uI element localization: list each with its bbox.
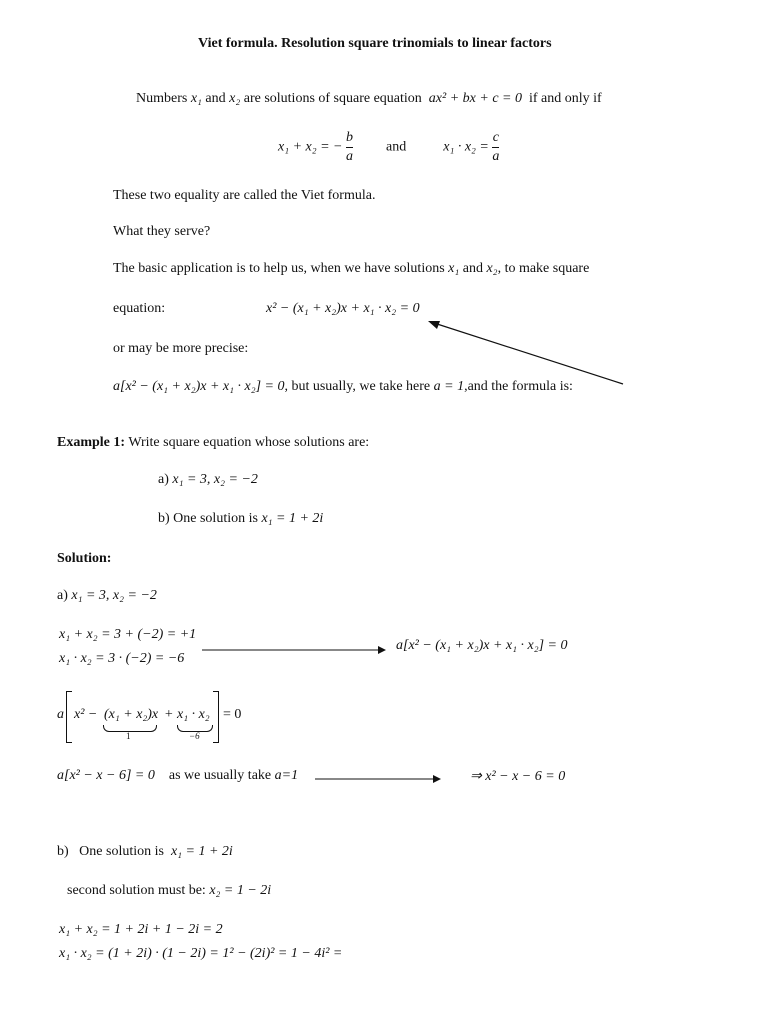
intro-x1: x₁: [190, 91, 202, 106]
viet-formula: [278, 130, 499, 165]
item-a-eq: x₁ = 3, x₂ = −2: [172, 472, 258, 487]
solution-label: Solution:: [57, 551, 112, 566]
line3-and: and: [462, 261, 483, 276]
text-line-2: What they serve?: [113, 224, 211, 239]
reduced-eq: a[x² − x − 6] = 0: [57, 768, 155, 783]
page-title: Viet formula. Resolution square trinomials to linear factors: [198, 36, 552, 51]
usually-text: as we usually take: [168, 768, 272, 783]
intro-prefix: Numbers: [136, 91, 188, 106]
sum-den: a: [346, 149, 354, 164]
equation-label: equation:: [113, 301, 166, 316]
bracket-x2: x² −: [74, 707, 98, 722]
item-b-text: b) One solution is: [158, 511, 258, 526]
intro-middle: are solutions of square equation: [243, 91, 422, 106]
brace-prod-value: −6: [189, 731, 200, 741]
sum-lhs: x₁ + x₂ = −: [278, 139, 343, 155]
line6-a1: a = 1: [433, 379, 465, 394]
item-a-label: a): [158, 472, 169, 487]
example-1: [57, 435, 369, 451]
brace-sum-value: 1: [126, 731, 131, 741]
line6-eq: a[x² − (x₁ + x₂)x + x₁ · x₂] = 0: [113, 379, 285, 394]
intro-x2: x₂: [229, 91, 241, 106]
reduced-line: [57, 768, 298, 784]
example-item-b: [158, 511, 323, 527]
b-sum: x₁ + x₂ = 1 + 2i + 1 − 2i = 2: [59, 922, 223, 937]
text-line-3: [113, 261, 589, 277]
right-bracket: [213, 691, 219, 743]
line3-a: The basic application is to help us, when we have solutions: [113, 261, 445, 276]
line3-b: , to make square: [497, 261, 590, 276]
example-label: Example 1:: [57, 435, 126, 450]
solution-sum: x₁ + x₂ = 3 + (−2) = +1: [59, 627, 197, 642]
prod-bar: [492, 147, 499, 148]
intro-suffix: if and only if: [528, 91, 602, 106]
result-eq: ⇒ x² − x − 6 = 0: [470, 769, 566, 784]
sum-num: b: [346, 130, 354, 145]
second-text: second solution must be:: [67, 883, 206, 898]
bracket-eq: = 0: [223, 707, 242, 722]
left-bracket: [66, 691, 72, 743]
equation-general: x² − (x₁ + x₂)x + x₁ · x₂ = 0: [266, 301, 420, 316]
part-b-label: b): [57, 844, 69, 859]
formula-and: and: [386, 139, 407, 155]
text-line-5: or may be more precise:: [113, 341, 249, 356]
intro-equation: ax² + bx + c = 0: [428, 91, 522, 106]
part-b-text: One solution is: [79, 844, 164, 859]
sum-bar: [346, 147, 353, 148]
solution-prod: x₁ · x₂ = 3 · (−2) = −6: [59, 651, 185, 666]
solution-a: [57, 588, 157, 604]
bracket-a: a: [57, 707, 64, 722]
line6-text-b: ,and the formula is:: [464, 379, 573, 394]
b-prod: x₁ · x₂ = (1 + 2i) · (1 − 2i) = 1² − (2i)² = 1 − 4i² =: [59, 946, 343, 961]
a-equals-1: a=1: [274, 768, 299, 783]
line3-x2: x₂: [486, 261, 498, 276]
prod-den: a: [492, 149, 500, 164]
line6-text-a: , but usually, we take here: [284, 379, 431, 394]
prod-lhs: x₁ · x₂ =: [443, 139, 489, 155]
solution-a-eq: x₁ = 3, x₂ = −2: [71, 588, 157, 603]
item-b-eq: x₁ = 1 + 2i: [261, 511, 324, 526]
solution-a-label: a): [57, 588, 68, 603]
prod-num: c: [492, 130, 499, 145]
part-b: [57, 844, 233, 860]
example-item-a: [158, 472, 258, 488]
intro-line: [136, 91, 602, 107]
arrow-to-general: [200, 643, 388, 657]
second-solution: [67, 883, 271, 899]
prod-fraction: [492, 130, 499, 165]
sum-fraction: [346, 130, 353, 165]
solution-general: a[x² − (x₁ + x₂)x + x₁ · x₂] = 0: [396, 638, 568, 653]
bracket-plus: +: [164, 707, 174, 722]
bracket-prod: x₁ · x₂: [177, 707, 210, 722]
line3-x1: x₁: [448, 261, 460, 276]
bracket-sum: (x₁ + x₂)x: [104, 707, 159, 722]
intro-and: and: [205, 91, 226, 106]
text-line-1: These two equality are called the Viet formula.: [113, 188, 376, 203]
example-text: Write square equation whose solutions are:: [128, 435, 370, 450]
second-eq: x₂ = 1 − 2i: [209, 883, 272, 898]
part-b-eq: x₁ = 1 + 2i: [170, 844, 233, 859]
arrow-to-result: [315, 772, 443, 786]
arrow-to-equation: [420, 315, 630, 390]
bracket-expression: [57, 688, 257, 748]
